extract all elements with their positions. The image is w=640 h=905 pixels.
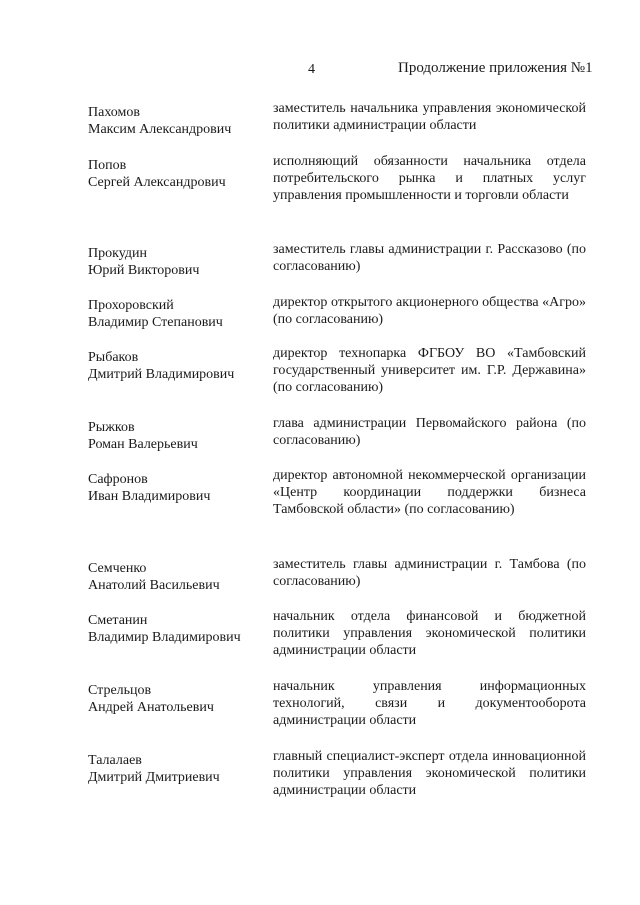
member-position: начальник управления информационных технологий, связи и документооборота администрации области	[273, 679, 586, 728]
member-position: директор технопарка ФГБОУ ВО «Тамбовский государственный университет им. Г.Р. Державина» (по согласованию)	[273, 346, 586, 395]
member-given-names: Максим Александрович	[88, 122, 232, 137]
member-surname: Сметанин	[88, 613, 148, 628]
member-surname: Семченко	[88, 561, 147, 576]
member-given-names: Андрей Анатольевич	[88, 700, 214, 715]
member-position: директор автономной некоммерческой организации «Центр координации поддержки бизнеса Тамбовской области» (по согласованию)	[273, 468, 586, 517]
member-given-names: Анатолий Васильевич	[88, 578, 220, 593]
member-surname: Сафронов	[88, 472, 148, 487]
member-name	[88, 157, 273, 191]
member-position: заместитель начальника управления экономической политики администрации области	[273, 101, 586, 133]
member-given-names: Иван Владимирович	[88, 489, 211, 504]
member-surname: Попов	[88, 158, 127, 173]
member-surname: Рыжков	[88, 420, 135, 435]
page-number: 4	[308, 62, 315, 77]
member-position: начальник отдела финансовой и бюджетной политики управления экономической политики администрации области	[273, 609, 586, 658]
member-name	[88, 471, 273, 505]
member-position: главный специалист-эксперт отдела инновационной политики управления экономической политики администрации области	[273, 749, 586, 798]
member-surname: Рыбаков	[88, 350, 139, 365]
member-position: глава администрации Первомайского района (по согласованию)	[273, 416, 586, 448]
member-given-names: Дмитрий Владимирович	[88, 367, 235, 382]
appendix-header: Продолжение приложения №1	[398, 60, 593, 76]
member-position: директор открытого акционерного общества «Агро» (по согласованию)	[273, 295, 586, 327]
member-surname: Прокудин	[88, 246, 147, 261]
member-name	[88, 560, 273, 594]
member-name	[88, 349, 273, 383]
member-name	[88, 612, 273, 646]
member-given-names: Владимир Степанович	[88, 315, 223, 330]
member-given-names: Дмитрий Дмитриевич	[88, 770, 220, 785]
member-surname: Талалаев	[88, 753, 142, 768]
member-given-names: Роман Валерьевич	[88, 437, 198, 452]
member-given-names: Владимир Владимирович	[88, 630, 241, 645]
member-name	[88, 682, 273, 716]
member-name	[88, 104, 273, 138]
member-name	[88, 297, 273, 331]
member-position: заместитель главы администрации г. Тамбова (по согласованию)	[273, 557, 586, 589]
member-position: исполняющий обязанности начальника отдела потребительского рынка и платных услуг управления промышленности и торговли области	[273, 154, 586, 203]
member-surname: Пахомов	[88, 105, 140, 120]
member-name	[88, 245, 273, 279]
member-surname: Прохоровский	[88, 298, 174, 313]
member-surname: Стрельцов	[88, 683, 152, 698]
member-given-names: Юрий Викторович	[88, 263, 200, 278]
member-position: заместитель главы администрации г. Рассказово (по согласованию)	[273, 242, 586, 274]
member-name	[88, 752, 273, 786]
member-given-names: Сергей Александрович	[88, 175, 226, 190]
member-name	[88, 419, 273, 453]
